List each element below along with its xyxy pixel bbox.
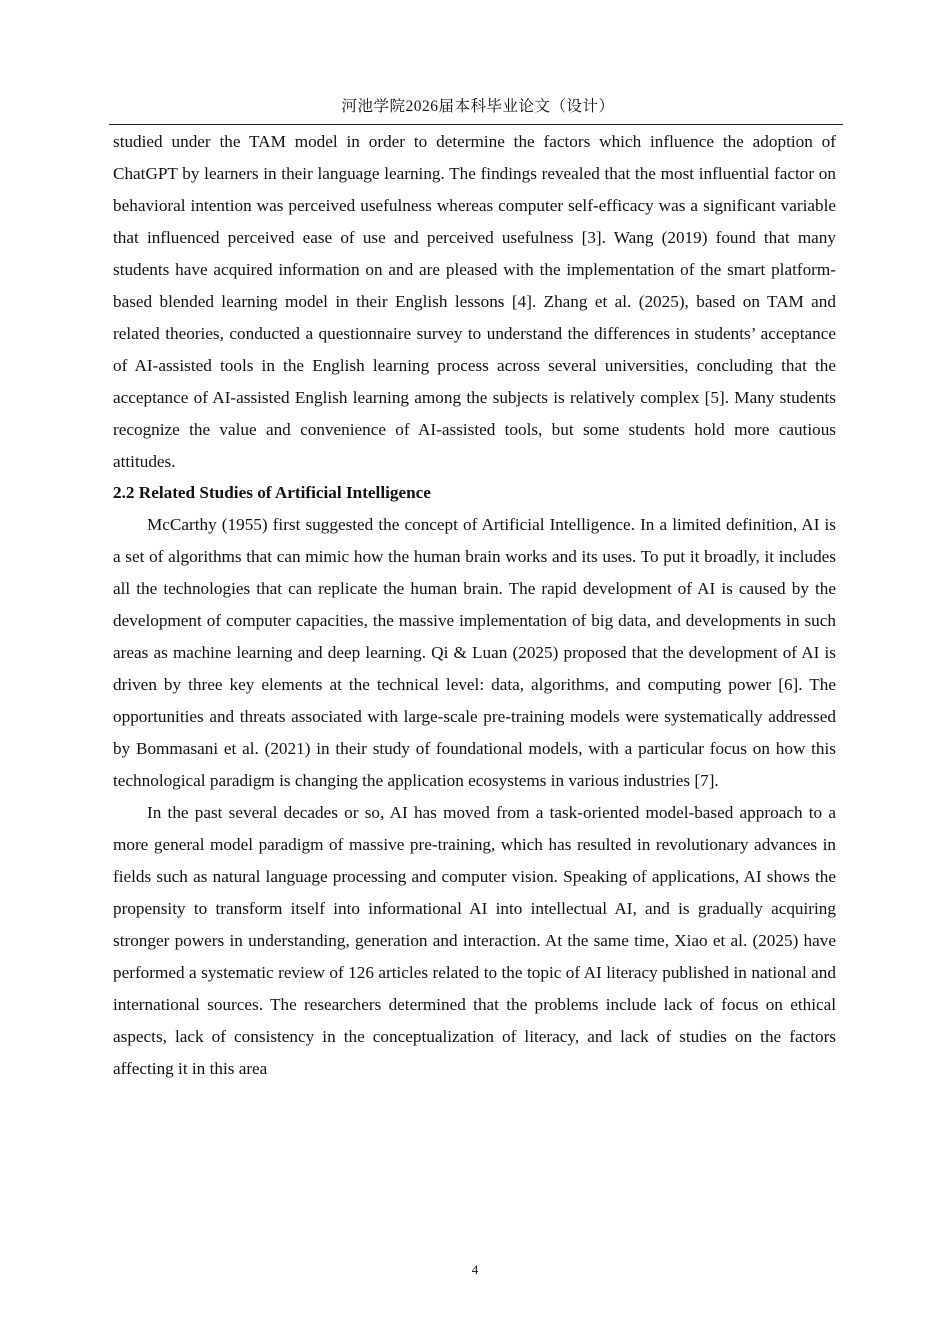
paragraph-ai-development: In the past several decades or so, AI has moved from a task-oriented model-based approach to a more general model paradigm of massive pre-training, which has resulted in revolutionary advances in fields such as natural language processing and computer vision. Speaking of applications, AI shows the propensity to transform itself into informational AI into intellectual AI, and is gradually acquiring stronger powers in understanding, generation and interaction. At the same time, Xiao et al. (2025) have performed a systematic review of 126 articles related to the topic of AI literacy published in national and international sources. The researchers determined that the problems include lack of focus on ethical aspects, lack of consistency in the conceptualization of literacy, and lack of studies on the factors affecting it in this area bbox=[113, 803, 836, 1078]
page-number: 4 bbox=[471, 1262, 479, 1277]
paragraph-ai-definition: McCarthy (1955) first suggested the concept of Artificial Intelligence. In a limited definition, AI is a set of algorithms that can mimic how the human brain works and its uses. To put it broadly, it includes all the technologies that can replicate the human brain. The rapid development of AI is caused by the development of computer capacities, the massive implementation of big data, and developments in such areas as machine learning and deep learning. Qi & Luan (2025) proposed that the development of AI is driven by three key elements at the technical level: data, algorithms, and computing power [6]. The opportunities and threats associated with large-scale pre-training models were systematically addressed by Bommasani et al. (2021) in their study of foundational models, with a particular focus on how this technological paradigm is changing the application ecosystems in various industries [7]. bbox=[113, 515, 836, 791]
header-divider bbox=[109, 124, 843, 125]
document-body bbox=[113, 126, 836, 1085]
running-header: 河池学院2026届本科毕业论文（设计） bbox=[341, 98, 615, 115]
section-heading: 2.2 Related Studies of Artificial Intelligence bbox=[113, 483, 431, 503]
paragraph-tam-studies: studied under the TAM model in order to determine the factors which influence the adoption of ChatGPT by learners in their language learning. The findings revealed that the most influential factor on behavioral intention was perceived usefulness whereas computer self-efficacy was a significant variable that influenced perceived ease of use and perceived usefulness [3]. Wang (2019) found that many students have acquired information on and are pleased with the implementation of the smart platform-based blended learning model in their English lessons [4]. Zhang et al. (2025), based on TAM and related theories, conducted a questionnaire survey to understand the differences in students’ acceptance of AI-assisted tools in the English learning process across several universities, concluding that the acceptance of AI-assisted English learning among the subjects is relatively complex [5]. Many students recognize the value and convenience of AI-assisted tools, but some students hold more cautious attitudes. bbox=[113, 132, 836, 471]
